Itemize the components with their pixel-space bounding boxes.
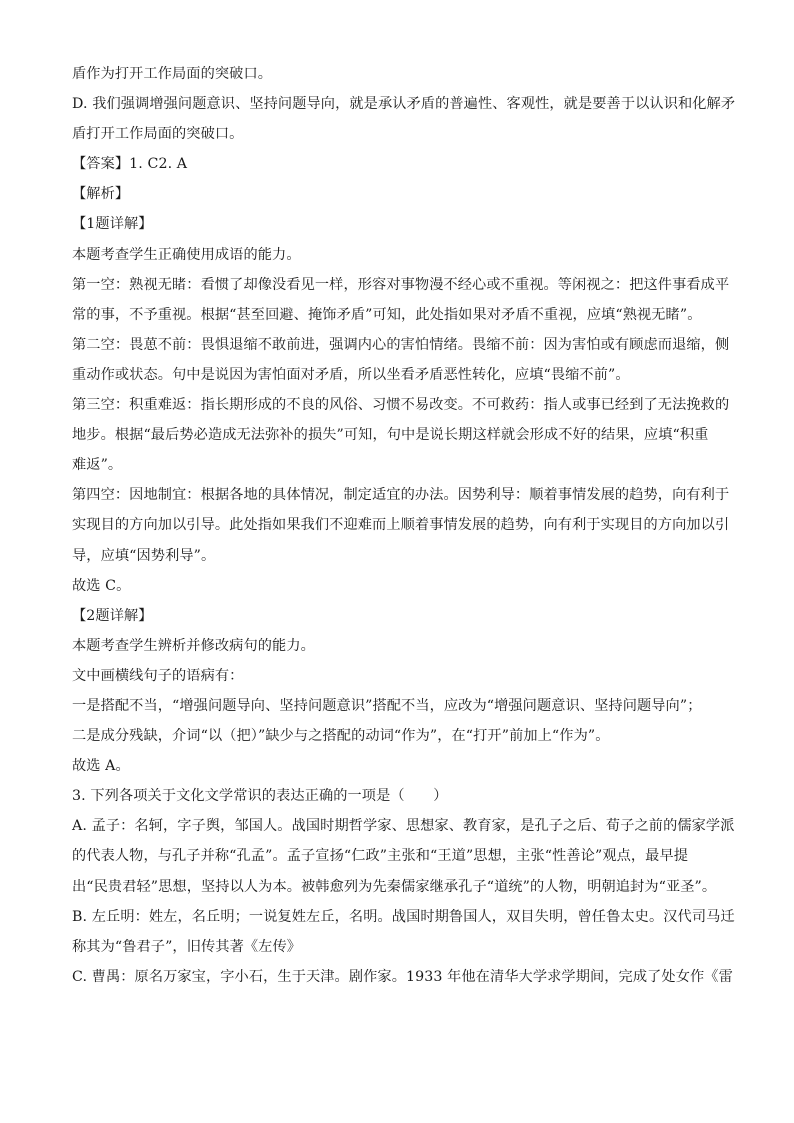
text-line: 盾作为打开工作局面的突破口。 <box>72 66 273 82</box>
text-line: 本题考查学生正确使用成语的能力。 <box>72 246 301 263</box>
option-c-line: C. 曹禺：原名万家宝，字小石，生于天津。剧作家。1933 年他在清华大学求学期间，完成了处女作《雷 <box>72 968 733 985</box>
question-1-detail-heading: 【1题详解】 <box>72 216 153 233</box>
option-d-line: D. 我们强调增强问题意识、坚持问题导向，就是承认矛盾的普遍性、客观性，就是要善于以认识和化解矛 <box>72 96 736 113</box>
option-b-line: B. 左丘明：姓左，名丘明；一说复姓左丘，名明。战国时期鲁国人，双目失明，曾任鲁太史。汉代司马迁 <box>72 908 735 925</box>
blank-2-explanation: 第二空：畏葸不前：畏惧退缩不敢前进，强调内心的害怕情绪。畏缩不前：因为害怕或有顾虑而退缩，侧 <box>72 336 730 353</box>
text-line: 文中画横线句子的语病有： <box>72 667 244 684</box>
option-a-line: A. 孟子：名轲，字子舆，邹国人。战国时期哲学家、思想家、教育家，是孔子之后、荀子之前的儒家学派 <box>72 818 735 835</box>
text-line: 导，应填“因势利导”。 <box>72 547 216 564</box>
text-line: 盾打开工作局面的突破口。 <box>72 126 244 143</box>
text-line: 出“民贵君轻”思想，坚持以人为本。被韩愈列为先秦儒家继承孔子“道统”的人物，明朝追封为“亚圣”。 <box>72 878 717 895</box>
text-line: 本题考查学生辨析并修改病句的能力。 <box>72 637 315 654</box>
question-3-stem: 3. 下列各项关于文化文学常识的表达正确的一项是（ ） <box>72 788 448 805</box>
text-line: 地步。根据“最后势必造成无法弥补的损失”可知，句中是说长期这样就会形成不好的结果，应填“积重 <box>72 427 709 444</box>
text-line: 难返”。 <box>72 457 123 474</box>
blank-1-explanation: 第一空：熟视无睹：看惯了却像没看见一样，形容对事物漫不经心或不重视。等闲视之：把这件事看成平 <box>72 276 730 293</box>
analysis-heading: 【解析】 <box>72 186 130 203</box>
choice-conclusion: 故选 A。 <box>72 758 130 775</box>
answer-heading: 【答案】1. C2. A <box>72 156 188 173</box>
text-line: 重动作或状态。句中是说因为害怕面对矛盾，所以坐看矛盾恶性转化，应填“畏缩不前”。 <box>72 366 630 383</box>
question-2-detail-heading: 【2题详解】 <box>72 607 153 624</box>
blank-4-explanation: 第四空：因地制宜：根据各地的具体情况，制定适宜的办法。因势利导：顺着事情发展的趋势，向有利于 <box>72 487 730 504</box>
text-line: 实现目的方向加以引导。此处指如果我们不迎难而上顺着事情发展的趋势，向有利于实现目的方向加以引 <box>72 517 730 534</box>
text-line: 称其为“鲁君子”，旧传其著《左传》 <box>72 938 302 955</box>
error-point-1: 一是搭配不当，“增强问题导向、坚持问题意识”搭配不当，应改为“增强问题意识、坚持问题导向”； <box>72 697 702 714</box>
error-point-2: 二是成分残缺，介词“以（把）”缺少与之搭配的动词“作为”，在“打开”前加上“作为”。 <box>72 728 610 745</box>
document-body <box>72 64 736 997</box>
choice-conclusion: 故选 C。 <box>72 577 131 594</box>
text-line: 的代表人物，与孔子并称“孔孟”。孟子宣扬“仁政”主张和“王道”思想，主张“性善论”观点，最早提 <box>72 848 689 865</box>
blank-3-explanation: 第三空：积重难返：指长期形成的不良的风俗、习惯不易改变。不可救药：指人或事已经到了无法挽救的 <box>72 397 730 414</box>
text-line: 常的事，不予重视。根据“甚至回避、掩饰矛盾”可知，此处指如果对矛盾不重视，应填“熟视无睹”。 <box>72 306 702 323</box>
